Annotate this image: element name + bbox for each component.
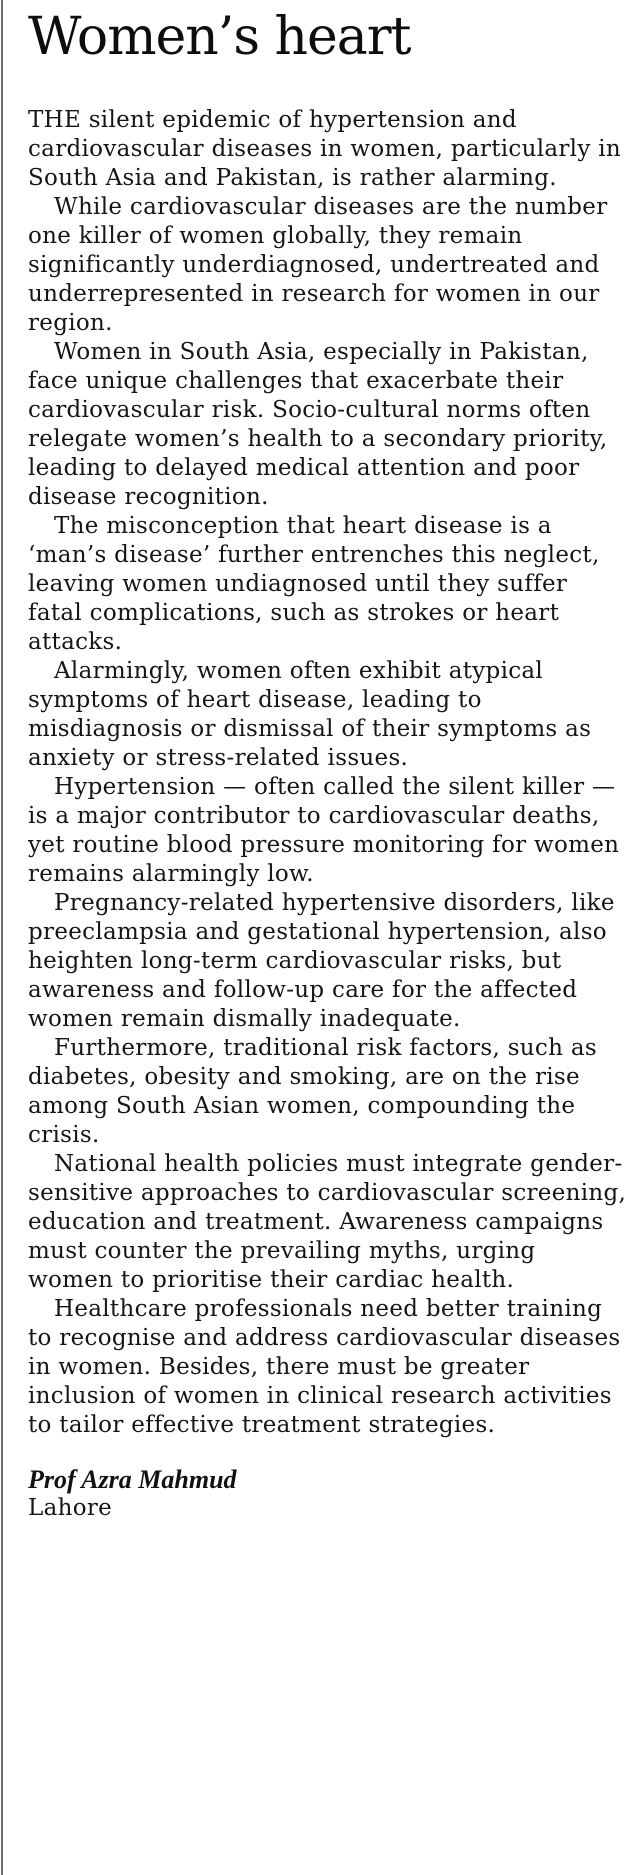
paragraph-7: Pregnancy-related hypertensive disorders, like preeclampsia and gestational hypertension, also heighten long-term cardiovascular risks, but awareness and follow-up care for the affected women remain dismally inadequate. bbox=[28, 890, 615, 1032]
column-divider-rule bbox=[1, 0, 3, 1875]
paragraph-2: While cardiovascular diseases are the number one killer of women globally, they remain significantly underdiagnosed, undertreated and underrepresented in research for women in our region. bbox=[28, 194, 608, 336]
paragraph-8: Furthermore, traditional risk factors, such as diabetes, obesity and smoking, are on the rise among South Asian women, compounding the crisis. bbox=[28, 1035, 597, 1148]
paragraph-6: Hypertension — often called the silent killer — is a major contributor to cardiovascular deaths, yet routine blood pressure monitoring for women remains alarmingly low. bbox=[28, 774, 620, 887]
author-name: Prof Azra Mahmud bbox=[28, 1465, 237, 1494]
paragraph-1: THE silent epidemic of hypertension and cardiovascular diseases in women, particularly in South Asia and Pakistan, is rather alarming. bbox=[28, 107, 622, 191]
paragraph-4: The misconception that heart disease is a ‘man’s disease’ further entrenches this neglect, leaving women undiagnosed until they suffer fatal complications, such as strokes or heart attacks. bbox=[28, 513, 600, 655]
paragraph-10: Healthcare professionals need better training to recognise and address cardiovascular diseases in women. Besides, there must be greater inclusion of women in clinical research activities to tailor effective treatment strategies. bbox=[28, 1296, 621, 1438]
letter-headline: Women’s heart bbox=[28, 7, 411, 67]
letter-body bbox=[28, 106, 628, 1440]
paragraph-3: Women in South Asia, especially in Pakistan, face unique challenges that exacerbate their cardiovascular risk. Socio-cultural norms often relegate women’s health to a secondary priority, leading to delayed medical attention and poor disease recognition. bbox=[28, 339, 608, 510]
paragraph-9: National health policies must integrate gender-sensitive approaches to cardiovascular screening, education and treatment. Awareness campaigns must counter the prevailing myths, urging women to prioritise their cardiac health. bbox=[28, 1151, 627, 1293]
signature-block bbox=[28, 1466, 628, 1523]
author-location: Lahore bbox=[28, 1495, 113, 1521]
paragraph-5: Alarmingly, women often exhibit atypical symptoms of heart disease, leading to misdiagnosis or dismissal of their symptoms as anxiety or stress-related issues. bbox=[28, 658, 592, 771]
letter-to-editor bbox=[28, 6, 628, 1523]
